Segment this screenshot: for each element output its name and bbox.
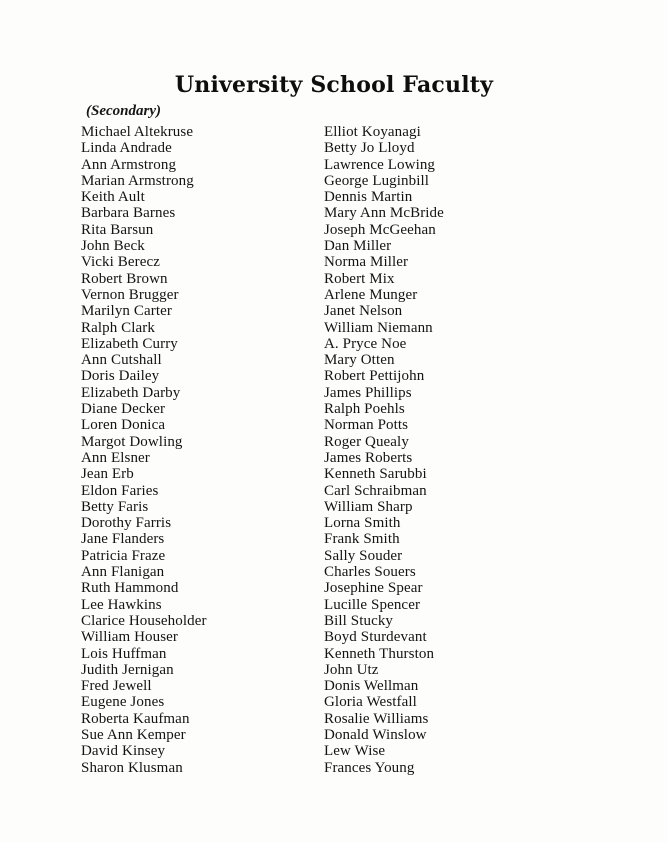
faculty-name: Bill Stucky	[324, 612, 394, 629]
faculty-name: Dennis Martin	[324, 189, 413, 206]
faculty-name: Linda Andrade	[81, 140, 172, 157]
faculty-name: Charles Souers	[324, 564, 416, 581]
faculty-name: Lee Hawkins	[81, 596, 162, 613]
faculty-name: Lawrence Lowing	[324, 156, 436, 173]
faculty-list-right	[324, 124, 444, 776]
faculty-name: Kenneth Thurston	[324, 645, 435, 662]
faculty-name: Sue Ann Kemper	[81, 726, 186, 743]
faculty-name: Eugene Jones	[81, 694, 165, 711]
faculty-name: Lew Wise	[324, 743, 386, 760]
faculty-name: Lucille Spencer	[324, 596, 421, 613]
page-title: University School Faculty	[174, 72, 494, 98]
faculty-name: Vicki Berecz	[81, 254, 161, 271]
faculty-name: Barbara Barnes	[81, 205, 176, 222]
faculty-name: Ann Elsner	[81, 449, 150, 466]
faculty-name: William Niemann	[324, 319, 433, 336]
faculty-name: Ann Armstrong	[81, 156, 177, 173]
faculty-name: Diane Decker	[81, 401, 166, 418]
faculty-name: Norma Miller	[324, 254, 409, 271]
faculty-name: Dan Miller	[324, 238, 392, 255]
section-subtitle: (Secondary)	[86, 103, 161, 119]
faculty-name: Ann Cutshall	[81, 352, 162, 369]
faculty-name: Kenneth Sarubbi	[324, 466, 427, 483]
faculty-name: Jean Erb	[81, 466, 134, 483]
faculty-name: James Roberts	[324, 449, 413, 466]
faculty-name: Roberta Kaufman	[81, 710, 190, 727]
faculty-name: Marilyn Carter	[81, 303, 172, 320]
faculty-name: Margot Dowling	[81, 433, 183, 450]
faculty-name: Rosalie Williams	[324, 710, 429, 727]
faculty-name: Judith Jernigan	[81, 661, 174, 678]
faculty-name: Betty Faris	[81, 498, 149, 515]
faculty-name: Marian Armstrong	[81, 172, 194, 189]
faculty-name: Robert Pettijohn	[324, 368, 425, 385]
faculty-name: Keith Ault	[81, 189, 145, 206]
faculty-name: Lois Huffman	[81, 645, 167, 662]
faculty-name: Lorna Smith	[324, 515, 401, 532]
faculty-name: Elizabeth Curry	[81, 335, 178, 352]
faculty-name: Donald Winslow	[324, 726, 427, 743]
faculty-name: Ruth Hammond	[81, 580, 179, 597]
faculty-name: Jane Flanders	[81, 531, 165, 548]
faculty-name: Frances Young	[324, 759, 415, 776]
faculty-name: Robert Mix	[324, 270, 395, 287]
faculty-name: James Phillips	[324, 384, 412, 401]
faculty-name: Donis Wellman	[324, 678, 419, 695]
faculty-name: George Luginbill	[324, 172, 430, 189]
faculty-name: Janet Nelson	[324, 303, 403, 320]
faculty-name: Boyd Sturdevant	[324, 629, 427, 646]
faculty-name: Elizabeth Darby	[81, 384, 181, 401]
faculty-name: Arlene Munger	[324, 286, 418, 303]
faculty-name: Ralph Clark	[81, 319, 156, 336]
faculty-name: Vernon Brugger	[81, 286, 179, 303]
faculty-name: Carl Schraibman	[324, 482, 427, 499]
faculty-name: Sally Souder	[324, 547, 403, 564]
faculty-name: Clarice Householder	[81, 612, 207, 629]
faculty-name: Ralph Poehls	[324, 401, 405, 418]
faculty-name: David Kinsey	[81, 743, 166, 760]
faculty-name: Joseph McGeehan	[324, 221, 436, 238]
faculty-name: John Beck	[81, 238, 145, 255]
faculty-name: Betty Jo Lloyd	[324, 140, 415, 157]
faculty-name: Elliot Koyanagi	[324, 124, 421, 140]
faculty-name: Ann Flanigan	[81, 564, 165, 581]
faculty-name: Roger Quealy	[324, 433, 409, 450]
faculty-name: Norman Potts	[324, 417, 409, 434]
faculty-name: Frank Smith	[324, 531, 400, 548]
faculty-name: Eldon Faries	[81, 482, 159, 499]
faculty-name: Patricia Fraze	[81, 547, 166, 564]
faculty-name: Doris Dailey	[81, 368, 160, 385]
faculty-name: Michael Altekruse	[81, 124, 194, 140]
faculty-name: Dorothy Farris	[81, 515, 172, 532]
faculty-name: Rita Barsun	[81, 221, 154, 238]
faculty-name: William Sharp	[324, 498, 413, 515]
faculty-name: Sharon Klusman	[81, 759, 183, 776]
faculty-list-left	[81, 124, 207, 776]
faculty-name: Josephine Spear	[324, 580, 423, 597]
faculty-name: Loren Donica	[81, 417, 166, 434]
faculty-name: Robert Brown	[81, 270, 168, 287]
faculty-name: Mary Otten	[324, 352, 395, 369]
faculty-name: John Utz	[324, 661, 379, 678]
faculty-name: Fred Jewell	[81, 678, 152, 695]
faculty-name: William Houser	[81, 629, 179, 646]
faculty-name: Mary Ann McBride	[324, 205, 444, 222]
faculty-name: Gloria Westfall	[324, 694, 417, 711]
faculty-name: A. Pryce Noe	[324, 335, 407, 352]
